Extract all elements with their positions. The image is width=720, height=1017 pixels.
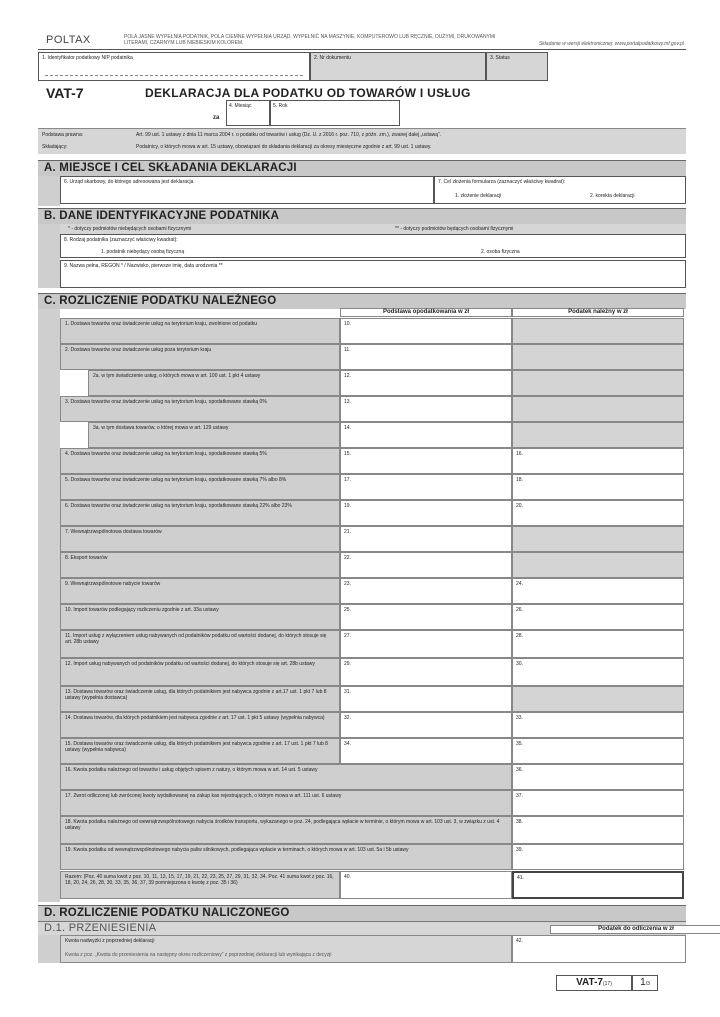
tax-row bbox=[60, 712, 686, 738]
tax-due-field bbox=[512, 370, 684, 396]
tax-due-field[interactable] bbox=[512, 658, 684, 686]
purpose-field bbox=[434, 176, 686, 204]
filer-label: Składający: bbox=[42, 144, 68, 150]
col-deductible-header: Podatek do odliczenia w zł bbox=[550, 925, 720, 934]
sum-tax-due-field[interactable] bbox=[512, 871, 684, 899]
nip-input-line bbox=[45, 75, 303, 76]
wide-tax-row bbox=[60, 764, 686, 790]
tax-row-description: 13. Dostawa towarów oraz świadczenie usług, dla których podatnikiem jest nabywca zgodnie z art.17 ust. 1 pkt 7 lub 8 ustawy (wypełnia dostawca) bbox=[60, 686, 340, 712]
year-field[interactable] bbox=[270, 100, 400, 126]
col-tax-due-header: Podatek należny w zł bbox=[512, 308, 684, 317]
tax-base-field[interactable] bbox=[340, 658, 512, 686]
tax-row-description: 5. Dostawa towarów oraz świadczenie usług na terytorium kraju, opodatkowane stawką 7% albo 8% bbox=[60, 474, 340, 500]
section-b-header bbox=[38, 208, 686, 224]
footer-version: (17) bbox=[602, 981, 612, 987]
month-field[interactable] bbox=[226, 100, 270, 126]
section-a-header bbox=[38, 160, 686, 176]
section-d1-header bbox=[38, 921, 686, 935]
tax-row-description: 6. Dostawa towarów oraz świadczenie usług na terytorium kraju, opodatkowane stawką 22% albo 23% bbox=[60, 500, 340, 526]
section-d-header bbox=[38, 905, 686, 921]
footer-code-text: VAT-7 bbox=[576, 977, 603, 988]
brand-logo: POLTAX bbox=[46, 34, 91, 46]
tax-due-field[interactable] bbox=[512, 448, 684, 474]
tax-row bbox=[60, 318, 686, 344]
sum-row bbox=[60, 871, 686, 899]
wide-tax-row bbox=[60, 844, 686, 870]
carryover-field[interactable] bbox=[512, 935, 686, 963]
wide-tax-due-field[interactable] bbox=[512, 816, 684, 844]
taxpayer-name-field[interactable] bbox=[60, 260, 686, 288]
tax-due-number: 26. bbox=[516, 607, 523, 613]
tax-due-number: 24. bbox=[516, 581, 523, 587]
tax-row bbox=[60, 738, 686, 764]
filer-text: Podatnicy, o których mowa w art. 15 ustawy, obowiązani do składania deklaracji za okresy miesięczne zgodnie z art. 99 ust. 1 ustawy. bbox=[136, 144, 432, 150]
status-label: 3. Status bbox=[490, 55, 510, 61]
wide-tax-due-field[interactable] bbox=[512, 790, 684, 816]
tax-base-field[interactable] bbox=[340, 738, 512, 764]
tax-due-field[interactable] bbox=[512, 500, 684, 526]
wide-tax-due-field[interactable] bbox=[512, 764, 684, 790]
taxpayer-option-non-natural[interactable]: 1. podatnik niebędący osobą fizyczną bbox=[101, 249, 185, 255]
tax-row bbox=[60, 370, 686, 396]
tax-base-number: 32. bbox=[344, 715, 351, 721]
section-b-sidebar bbox=[38, 224, 60, 288]
carryover-label: Kwota nadwyżki z poprzedniej deklaracji bbox=[65, 938, 155, 944]
nip-field[interactable] bbox=[38, 52, 310, 81]
taxpayer-type-field bbox=[60, 234, 686, 258]
section-d-title: D. ROZLICZENIE PODATKU NALICZONEGO bbox=[44, 907, 290, 919]
purpose-option-correction[interactable]: 2. korekta deklaracji bbox=[590, 193, 635, 199]
year-label: 5. Rok bbox=[273, 103, 288, 109]
sum-tax-base-field[interactable] bbox=[340, 871, 512, 899]
section-d1-title: D.1. PRZENIESIENIA bbox=[44, 922, 157, 934]
tax-due-field bbox=[512, 686, 684, 712]
wide-tax-row bbox=[60, 816, 686, 844]
taxpayer-type-label: 8. Rodzaj podatnika (zaznaczyć właściwy kwadrat): bbox=[64, 237, 178, 243]
tax-base-number: 15. bbox=[344, 451, 351, 457]
period-za-label: za bbox=[213, 115, 220, 121]
section-c-title: C. ROZLICZENIE PODATKU NALEŻNEGO bbox=[44, 295, 277, 307]
section-b-notes bbox=[60, 224, 686, 234]
tax-row bbox=[60, 630, 686, 658]
wide-tax-due-number: 36. bbox=[516, 767, 523, 773]
tax-row-description: 1. Dostawa towarów oraz świadczenie usług na terytorium kraju, zwolnione od podatku bbox=[60, 318, 340, 344]
tax-row bbox=[60, 686, 686, 712]
tax-row bbox=[60, 658, 686, 686]
tax-due-number: 18. bbox=[516, 477, 523, 483]
wide-tax-due-number: 37. bbox=[516, 793, 523, 799]
tax-base-number: 25. bbox=[344, 607, 351, 613]
note-natural: ** - dotyczy podmiotów będących osobami fizycznymi bbox=[395, 226, 514, 232]
section-d-sidebar bbox=[38, 935, 60, 963]
tax-row-description: 3a. w tym dostawa towarów, o której mowa w art. 129 ustawy bbox=[88, 422, 340, 448]
tax-due-number: 28. bbox=[516, 633, 523, 639]
tax-row bbox=[60, 448, 686, 474]
tax-due-number: 35. bbox=[516, 741, 523, 747]
tax-row bbox=[60, 396, 686, 422]
carryover-number: 42. bbox=[516, 938, 523, 944]
tax-base-field[interactable] bbox=[340, 630, 512, 658]
footer-page-of: /3 bbox=[645, 981, 650, 987]
tax-row-description: 7. Wewnątrzwspólnotowa dostawa towarów bbox=[60, 526, 340, 552]
footer-page: 1 bbox=[640, 977, 646, 988]
tax-base-field[interactable] bbox=[340, 686, 512, 712]
tax-base-number: 14. bbox=[344, 425, 351, 431]
tax-due-number: 16. bbox=[516, 451, 523, 457]
footer-form-code bbox=[556, 975, 632, 991]
tax-row-description: 15. Dostawa towarów oraz świadczenie usług, dla których podatnikiem jest nabywca zgodnie z art. 17 ust. 1 pkt 7 lub 8 ustawy (wypełnia nabywca) bbox=[60, 738, 340, 764]
tax-base-number: 11. bbox=[344, 347, 351, 353]
header-divider bbox=[38, 49, 686, 50]
tax-base-field[interactable] bbox=[340, 526, 512, 552]
legal-basis-text: Art. 99 ust. 1 ustawy z dnia 11 marca 2004 r. o podatku od towarów i usług (Dz. U. z 2016 r. poz. 710, z późn. zm.), zwanej dalej „ustawą”. bbox=[136, 132, 442, 138]
wide-tax-row-description: 16. Kwota podatku należnego od towarów i usług objętych spisem z natury, o którym mowa w art. 14 ust. 5 ustawy bbox=[60, 764, 512, 790]
tax-row-description: 4. Dostawa towarów oraz świadczenie usług na terytorium kraju, opodatkowane stawką 5% bbox=[60, 448, 340, 474]
footer-page-number bbox=[632, 975, 658, 991]
nip-field-label: 1. Identyfikator podatkowy NIP podatnika bbox=[42, 55, 133, 61]
note-non-natural: * - dotyczy podmiotów niebędących osobami fizycznymi bbox=[68, 226, 192, 232]
wide-tax-due-number: 39. bbox=[516, 847, 523, 853]
tax-due-field[interactable] bbox=[512, 712, 684, 738]
tax-row-description: 2a. w tym świadczenie usług, o których mowa w art. 100 ust. 1 pkt 4 ustawy bbox=[88, 370, 340, 396]
section-a-sidebar bbox=[38, 176, 60, 206]
wide-tax-due-field[interactable] bbox=[512, 844, 684, 870]
tax-base-field[interactable] bbox=[340, 712, 512, 738]
tax-base-field[interactable] bbox=[340, 578, 512, 604]
instruction-line-1: POLA JASNE WYPEŁNIA PODATNIK, POLA CIEMNE WYPEŁNIA URZĄD. WYPEŁNIĆ NA MASZYNIE, KOMPUTEROWO LUB RĘCZNIE, DUŻYMI, DRUKOWANYMI bbox=[124, 34, 496, 40]
tax-base-field[interactable] bbox=[340, 422, 512, 448]
wide-tax-row-description: 19. Kwota podatku od wewnątrzwspólnotowego nabycia paliw silnikowych, podlegająca wpłacie w terminach, o których mowa w art. 103 ust. 5a i 5b ustawy bbox=[60, 844, 512, 870]
tax-base-number: 12. bbox=[344, 373, 351, 379]
tax-base-number: 22. bbox=[344, 555, 351, 561]
tax-base-number: 13. bbox=[344, 399, 351, 405]
wide-tax-row-description: 17. Zwrot odliczonej lub zwróconej kwoty wydatkowanej na zakup kas rejestrujących, o którym mowa w art. 111 ust. 6 ustawy bbox=[60, 790, 512, 816]
section-c-header bbox=[38, 293, 686, 309]
tax-row-description: 14. Dostawa towarów, dla których podatnikiem jest nabywca zgodnie z art. 17 ust. 1 pkt 5 ustawy (wypełnia nabywca) bbox=[60, 712, 340, 738]
tax-base-number: 31. bbox=[344, 689, 351, 695]
tax-due-field[interactable] bbox=[512, 738, 684, 764]
tax-row bbox=[60, 526, 686, 552]
tax-row bbox=[60, 552, 686, 578]
document-number-field bbox=[310, 52, 486, 81]
tax-base-number: 21. bbox=[344, 529, 351, 535]
header-instructions bbox=[124, 34, 684, 46]
status-field bbox=[486, 52, 548, 81]
tax-base-number: 10. bbox=[344, 321, 351, 327]
legal-basis-block bbox=[38, 128, 686, 154]
sum-tax-due-number: 41. bbox=[517, 875, 524, 881]
sum-row-description: Razem: (Poz. 40 suma kwot z poz. 10, 11, 13, 15, 17, 19, 21, 22, 23, 25, 27, 29, 31, 32, 34. Poz. 41 suma kwot z poz. 16, 18, 20, 24, 26, 28, 30, 33, 35, 36, 37, 39 pomniejszona o kwotę z poz. 35 i 36) bbox=[60, 871, 340, 899]
wide-tax-due-number: 38. bbox=[516, 819, 523, 825]
tax-row-description: 12. Import usług nabywanych od podatników podatku od wartości dodanej, do których stosuje się art. 28b ustawy bbox=[60, 658, 340, 686]
tax-due-field bbox=[512, 318, 684, 344]
tax-row bbox=[60, 500, 686, 526]
tax-row-description: 8. Eksport towarów bbox=[60, 552, 340, 578]
section-b-title: B. DANE IDENTYFIKACYJNE PODATNIKA bbox=[44, 210, 280, 222]
tax-base-number: 34. bbox=[344, 741, 351, 747]
tax-base-number: 29. bbox=[344, 661, 351, 667]
section-c-sidebar bbox=[38, 309, 60, 902]
taxpayer-name-label: 9. Nazwa pełna, REGON * / Nazwisko, pierwsze imię, data urodzenia ** bbox=[64, 263, 223, 269]
col-tax-base-header: Podstawa opodatkowania w zł bbox=[340, 308, 512, 317]
tax-due-field bbox=[512, 422, 684, 448]
tax-base-field[interactable] bbox=[340, 396, 512, 422]
tax-office-field[interactable] bbox=[60, 176, 434, 204]
tax-base-number: 19. bbox=[344, 503, 351, 509]
tax-due-field[interactable] bbox=[512, 604, 684, 630]
tax-base-number: 17. bbox=[344, 477, 351, 483]
electronic-filing-note: Składanie w wersji elektronicznej: www.portalpodatkowy.mf.gov.pl bbox=[538, 41, 684, 47]
tax-due-field bbox=[512, 552, 684, 578]
tax-row-description: 3. Dostawa towarów oraz świadczenie usług na terytorium kraju, opodatkowane stawką 0% bbox=[60, 396, 340, 422]
form-title: DEKLARACJA DLA PODATKU OD TOWARÓW I USŁUG bbox=[145, 86, 471, 100]
tax-row-description: 9. Wewnątrzwspólnotowe nabycie towarów bbox=[60, 578, 340, 604]
tax-office-label: 6. Urząd skarbowy, do którego adresowana jest deklaracja bbox=[64, 179, 194, 185]
tax-row bbox=[60, 422, 686, 448]
wide-tax-row-description: 18. Kwota podatku należnego od wewnątrzwspólnotowego nabycia środków transportu, wykazanego w poz. 24, podlegająca wpłacie w terminie, o którym mowa w art. 103 ust. 3, w związku z ust. 4 ustawy bbox=[60, 816, 512, 844]
tax-due-field bbox=[512, 396, 684, 422]
carryover-note: Kwota z poz. „Kwota do przeniesienia na następny okres rozliczeniowy” z poprzedniej deklaracji lub wynikająca z decyzji bbox=[65, 952, 332, 958]
tax-base-field[interactable] bbox=[340, 344, 512, 370]
tax-base-field[interactable] bbox=[340, 500, 512, 526]
tax-row-description: 10. Import towarów podlegający rozliczeniu zgodnie z art. 33a ustawy bbox=[60, 604, 340, 630]
purpose-option-declaration[interactable]: 1. złożenie deklaracji bbox=[455, 193, 502, 199]
tax-base-number: 27. bbox=[344, 633, 351, 639]
carryover-row bbox=[60, 935, 512, 963]
tax-due-number: 30. bbox=[516, 661, 523, 667]
tax-base-field[interactable] bbox=[340, 318, 512, 344]
tax-base-field[interactable] bbox=[340, 448, 512, 474]
tax-row bbox=[60, 344, 686, 370]
tax-row bbox=[60, 578, 686, 604]
tax-due-field[interactable] bbox=[512, 630, 684, 658]
section-a-title: A. MIEJSCE I CEL SKŁADANIA DEKLARACJI bbox=[44, 162, 297, 174]
tax-base-field[interactable] bbox=[340, 370, 512, 396]
tax-base-field[interactable] bbox=[340, 604, 512, 630]
tax-row-description: 2. Dostawa towarów oraz świadczenie usług poza terytorium kraju bbox=[60, 344, 340, 370]
taxpayer-option-natural[interactable]: 2. osoba fizyczna bbox=[481, 249, 520, 255]
instruction-line-2: LITERAMI, CZARNYM LUB NIEBIESKIM KOLOREM. bbox=[124, 40, 244, 46]
purpose-label: 7. Cel złożenia formularza (zaznaczyć właściwy kwadrat): bbox=[438, 179, 566, 185]
document-number-label: 2. Nr dokumentu bbox=[314, 55, 351, 61]
tax-due-field[interactable] bbox=[512, 578, 684, 604]
tax-row-description: 11. Import usług z wyłączeniem usług nabywanych od podatników podatku od wartości dodanej, do których stosuje się art. 28b ustawy bbox=[60, 630, 340, 658]
form-code: VAT-7 bbox=[46, 85, 84, 101]
tax-due-number: 33. bbox=[516, 715, 523, 721]
sum-tax-base-number: 40. bbox=[344, 874, 351, 880]
tax-base-field[interactable] bbox=[340, 552, 512, 578]
wide-tax-row bbox=[60, 790, 686, 816]
tax-base-field[interactable] bbox=[340, 474, 512, 500]
tax-due-field[interactable] bbox=[512, 474, 684, 500]
tax-due-number: 20. bbox=[516, 503, 523, 509]
tax-row bbox=[60, 604, 686, 630]
tax-due-field bbox=[512, 344, 684, 370]
tax-row bbox=[60, 474, 686, 500]
legal-basis-label: Podstawa prawna: bbox=[42, 132, 84, 138]
tax-base-number: 23. bbox=[344, 581, 351, 587]
tax-due-field bbox=[512, 526, 684, 552]
month-label: 4. Miesiąc bbox=[229, 103, 252, 109]
